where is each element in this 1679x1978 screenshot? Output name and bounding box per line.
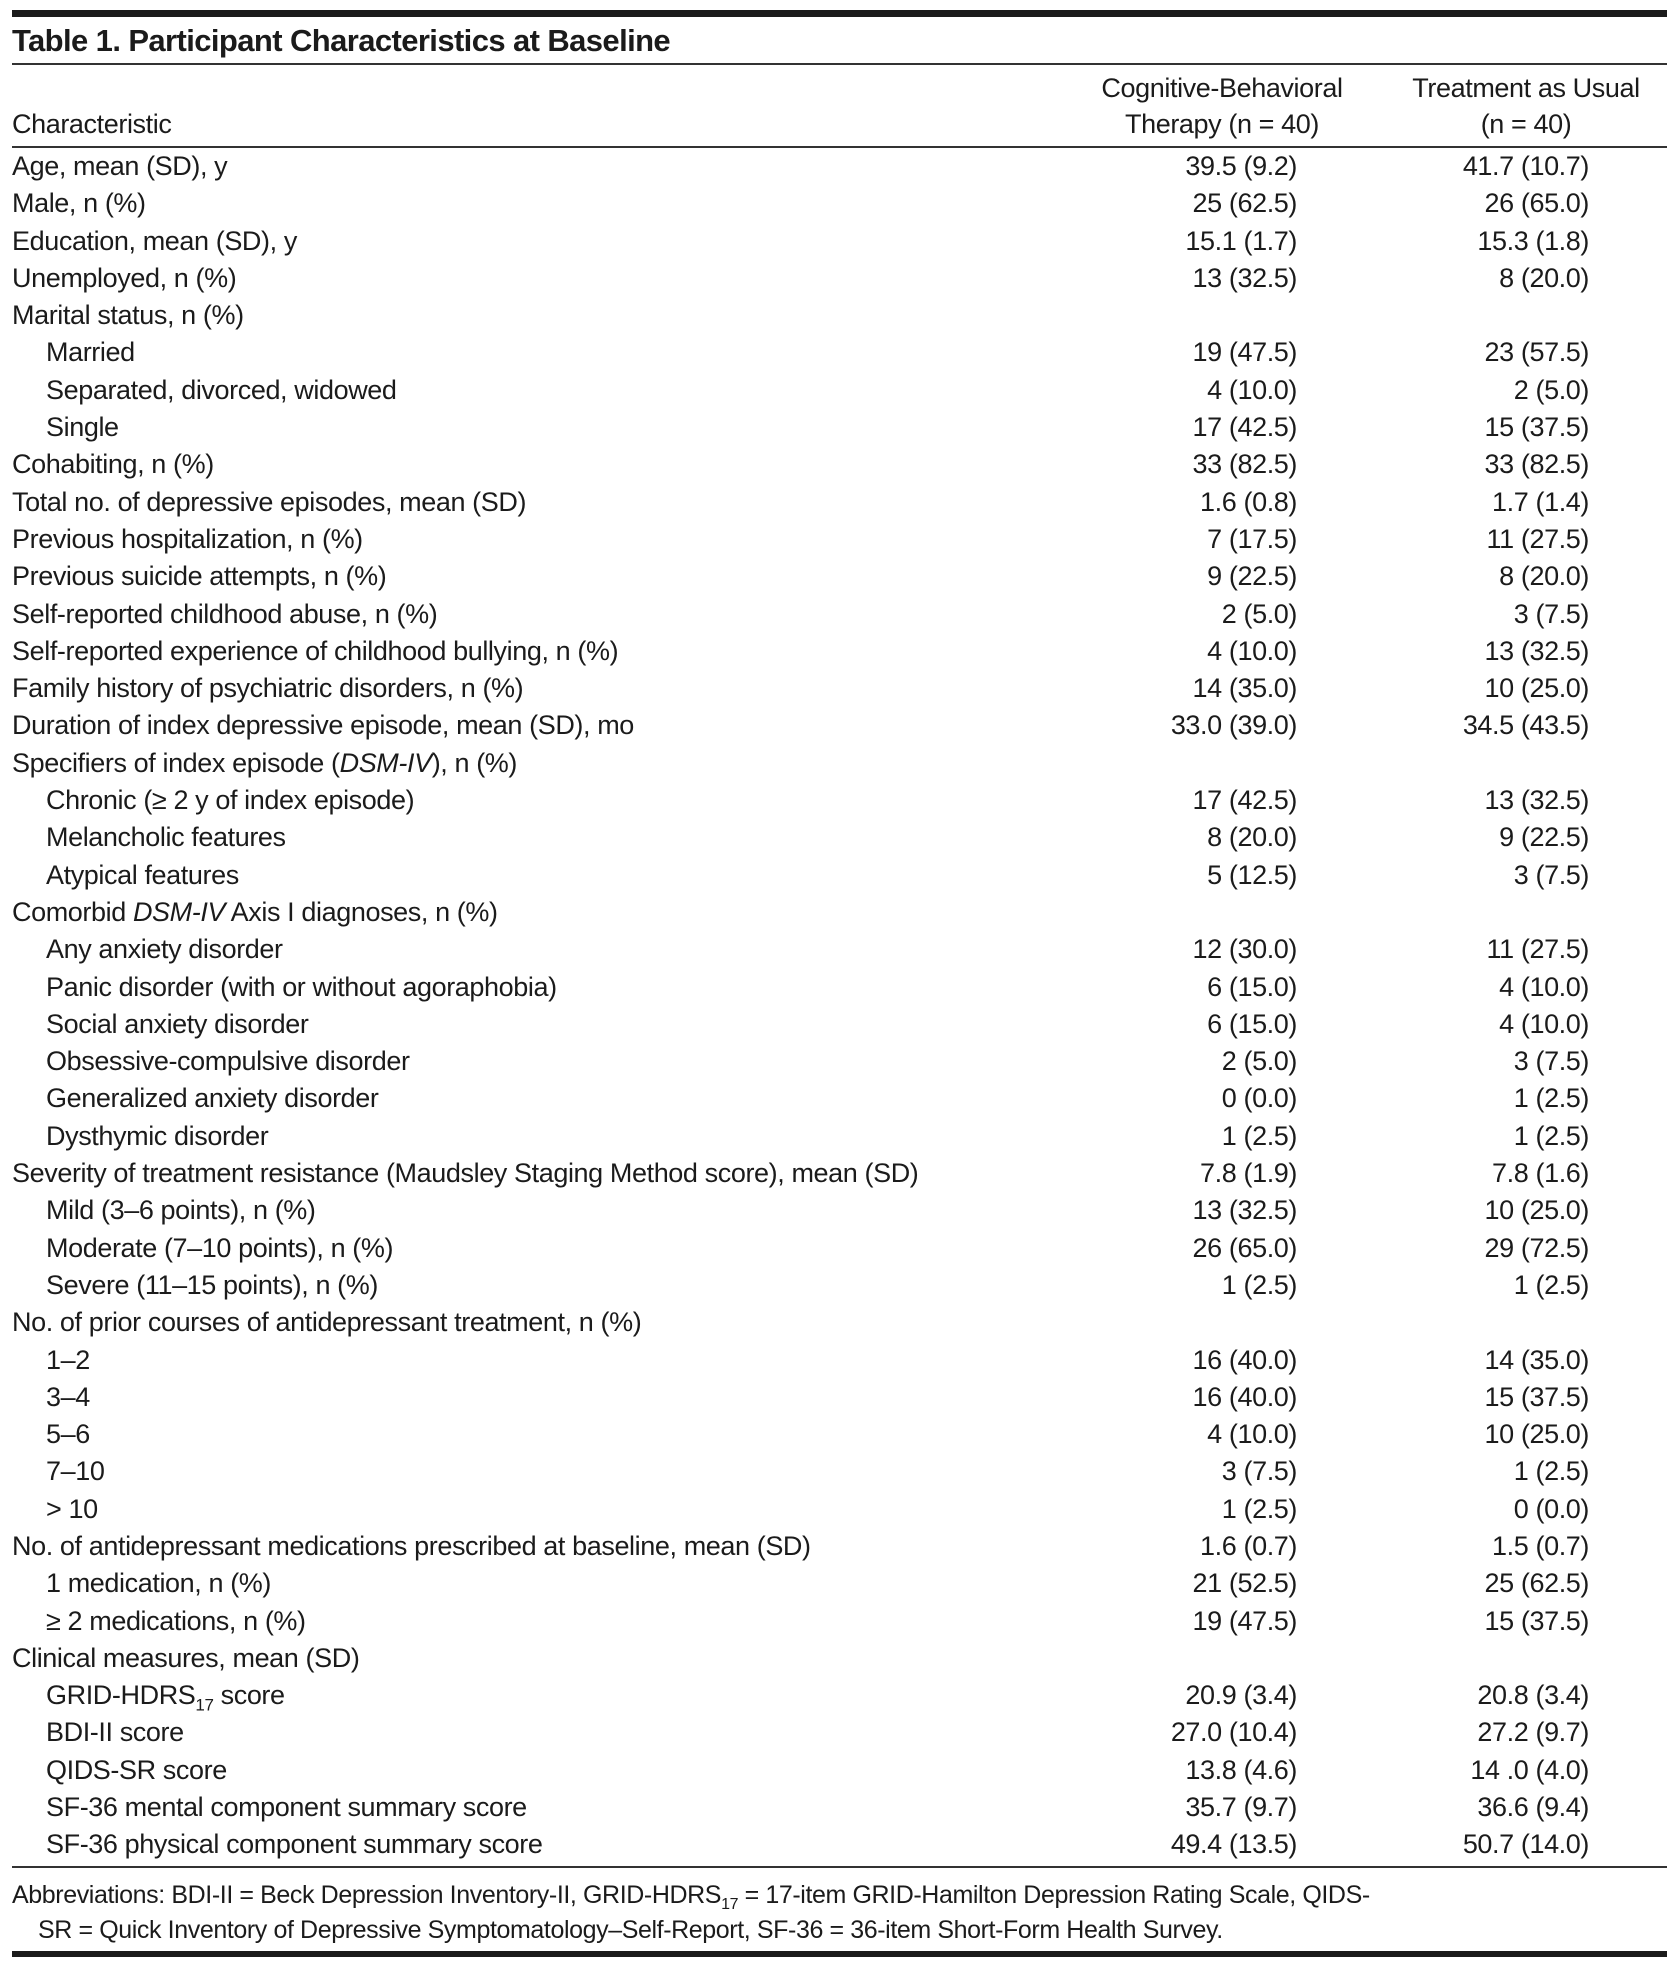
- row-label-text: Duration of index depressive episode, mean (SD), mo: [12, 710, 634, 741]
- row-label-text: 7–10: [46, 1456, 105, 1487]
- footnote-text: = 17-item GRID-Hamilton Depression Rating Scale, QIDS-: [738, 1881, 1370, 1909]
- tau-value: 26 (65.0): [1484, 188, 1589, 219]
- table-row: [12, 1304, 1652, 1341]
- row-label: [46, 1714, 184, 1751]
- row-label-text: No. of antidepressant medications prescribed at baseline, mean (SD): [12, 1530, 811, 1561]
- row-label: [12, 745, 517, 782]
- row-label-text: Marital status, n (%): [12, 300, 244, 331]
- tau-value: 23 (57.5): [1484, 337, 1589, 368]
- row-label: [46, 1752, 227, 1789]
- table-row: [12, 670, 1652, 707]
- row-label: [12, 446, 214, 483]
- row-label-text: Specifiers of index episode (: [12, 747, 340, 778]
- table-row: [12, 1043, 1652, 1080]
- row-label: [12, 633, 618, 670]
- tau-value: 10 (25.0): [1484, 1419, 1589, 1450]
- footnote-line2: SR = Quick Inventory of Depressive Symptomatology–Self-Report, SF-36 = 36-item Short-Form Health Survey.: [38, 1916, 1223, 1944]
- row-label: [12, 223, 297, 260]
- tau-value: 13 (32.5): [1484, 785, 1589, 816]
- row-label: [46, 1080, 378, 1117]
- tau-value: 33 (82.5): [1484, 449, 1589, 480]
- tau-value: 10 (25.0): [1484, 1195, 1589, 1226]
- cbt-value: 20.9 (3.4): [1185, 1680, 1297, 1711]
- tau-value: 1.5 (0.7): [1492, 1530, 1589, 1561]
- table-row: [12, 1528, 1652, 1565]
- table-row: [12, 707, 1652, 744]
- row-label: [46, 1006, 308, 1043]
- row-label-text: Generalized anxiety disorder: [46, 1083, 379, 1114]
- row-label-text: Severity of treatment resistance (Maudsley Staging Method score), mean (SD): [12, 1158, 919, 1189]
- row-label: [46, 782, 414, 819]
- footnote-subscript: 17: [721, 1896, 739, 1913]
- tau-value: 3 (7.5): [1513, 598, 1589, 629]
- row-label: [46, 1379, 90, 1416]
- row-label: [12, 297, 244, 334]
- tau-value: 1 (2.5): [1513, 1456, 1589, 1487]
- row-label: [12, 707, 634, 744]
- table-row: [12, 1118, 1652, 1155]
- cbt-value: 8 (20.0): [1207, 822, 1297, 853]
- row-label: [12, 1528, 811, 1565]
- tau-value: 1 (2.5): [1513, 1083, 1589, 1114]
- table-row: [12, 1267, 1652, 1304]
- tau-value: 3 (7.5): [1513, 1046, 1589, 1077]
- row-label: [12, 670, 523, 707]
- cbt-value: 35.7 (9.7): [1185, 1792, 1297, 1823]
- row-label: [46, 1565, 271, 1602]
- cbt-value: 1 (2.5): [1221, 1493, 1297, 1524]
- row-label-text: Atypical features: [46, 859, 239, 890]
- row-label-text: Social anxiety disorder: [46, 1008, 309, 1039]
- cbt-value: 17 (42.5): [1192, 412, 1297, 443]
- row-label-text: Married: [46, 337, 135, 368]
- row-label-text: 3–4: [46, 1381, 90, 1412]
- row-label: [46, 969, 557, 1006]
- cbt-value: 16 (40.0): [1192, 1381, 1297, 1412]
- cbt-value: 27.0 (10.4): [1170, 1717, 1297, 1748]
- row-label-text: Total no. of depressive episodes, mean (SD): [12, 486, 527, 517]
- table-row: [12, 1714, 1652, 1751]
- table-row: [12, 1826, 1652, 1863]
- tau-value: 15 (37.5): [1484, 1381, 1589, 1412]
- row-label-text: 1–2: [46, 1344, 90, 1375]
- row-label: [12, 148, 227, 185]
- tau-value: 14 .0 (4.0): [1470, 1754, 1589, 1785]
- row-label-text: Clinical measures, mean (SD): [12, 1642, 360, 1673]
- row-label-italic: DSM-IV: [339, 747, 432, 778]
- cbt-value: 13 (32.5): [1192, 1195, 1297, 1226]
- table-row: [12, 857, 1652, 894]
- table-row: [12, 894, 1652, 931]
- tau-value: 2 (5.0): [1513, 374, 1589, 405]
- row-label: [12, 521, 363, 558]
- table-row: [12, 484, 1652, 521]
- tau-value: 1 (2.5): [1513, 1269, 1589, 1300]
- row-label-text: Previous hospitalization, n (%): [12, 523, 363, 554]
- cbt-value: 21 (52.5): [1192, 1568, 1297, 1599]
- table-row: [12, 1192, 1652, 1229]
- cbt-value: 0 (0.0): [1221, 1083, 1297, 1114]
- row-label: [12, 596, 437, 633]
- row-label: [46, 857, 239, 894]
- cbt-value: 39.5 (9.2): [1185, 151, 1297, 181]
- row-label: [46, 1416, 90, 1453]
- tau-value: 20.8 (3.4): [1477, 1680, 1589, 1711]
- cbt-value: 9 (22.5): [1207, 561, 1297, 592]
- row-label: [12, 484, 526, 521]
- row-label-text: 1 medication, n (%): [46, 1568, 271, 1599]
- row-label-italic: DSM-IV: [132, 896, 226, 927]
- cbt-value: 13 (32.5): [1192, 262, 1297, 293]
- footnote: [12, 1878, 1652, 1948]
- tau-value: 36.6 (9.4): [1477, 1792, 1589, 1823]
- row-label-text: Chronic (≥ 2 y of index episode): [46, 785, 415, 816]
- row-label: [46, 1192, 316, 1229]
- row-label-text: score: [213, 1680, 285, 1711]
- table-row: [12, 1677, 1652, 1714]
- tau-value: 9 (22.5): [1499, 822, 1589, 853]
- cbt-value: 19 (47.5): [1192, 337, 1297, 368]
- tau-value: 4 (10.0): [1499, 971, 1589, 1002]
- tau-value: 0 (0.0): [1513, 1493, 1589, 1524]
- row-label-text: Axis I diagnoses, n (%): [225, 896, 498, 927]
- table-row: [12, 334, 1652, 371]
- table-row: [12, 409, 1652, 446]
- cbt-value: 6 (15.0): [1207, 1008, 1297, 1039]
- header-cbt-line2: Therapy (n = 40): [1125, 109, 1319, 139]
- cbt-value: 14 (35.0): [1192, 673, 1297, 704]
- header-tau: [1402, 70, 1650, 142]
- cbt-value: 25 (62.5): [1192, 188, 1297, 219]
- cbt-value: 16 (40.0): [1192, 1344, 1297, 1375]
- row-label: [12, 1155, 918, 1192]
- table-row: [12, 185, 1652, 222]
- row-label-text: 5–6: [46, 1419, 90, 1450]
- cbt-value: 13.8 (4.6): [1185, 1754, 1297, 1785]
- table-row: [12, 372, 1652, 409]
- row-label: [46, 931, 283, 968]
- tau-value: 13 (32.5): [1484, 635, 1589, 666]
- row-label: [46, 409, 119, 446]
- cbt-value: 26 (65.0): [1192, 1232, 1297, 1263]
- cbt-value: 5 (12.5): [1207, 859, 1297, 890]
- cbt-value: 2 (5.0): [1221, 598, 1297, 629]
- table-row: [12, 1379, 1652, 1416]
- footnote-line1: [12, 1878, 1652, 1913]
- row-label: [46, 1789, 527, 1826]
- row-label-text: Self-reported childhood abuse, n (%): [12, 598, 438, 629]
- row-label: [46, 1267, 378, 1304]
- table-body: [12, 148, 1652, 1864]
- row-label: [46, 1453, 104, 1490]
- row-label: [46, 1826, 543, 1863]
- row-label-text: Self-reported experience of childhood bullying, n (%): [12, 635, 619, 666]
- row-label: [12, 185, 146, 222]
- table-row: [12, 969, 1652, 1006]
- table-row: [12, 1789, 1652, 1826]
- row-label: [12, 1640, 359, 1677]
- header-cbt-line1: Cognitive-Behavioral: [1101, 73, 1343, 103]
- table-row: [12, 1491, 1652, 1528]
- cbt-value: 7 (17.5): [1207, 523, 1297, 554]
- top-bar: [12, 10, 1667, 17]
- table-row: [12, 1416, 1652, 1453]
- tau-value: 29 (72.5): [1484, 1232, 1589, 1263]
- row-label-text: Obsessive-compulsive disorder: [46, 1046, 410, 1077]
- tau-value: 25 (62.5): [1484, 1568, 1589, 1599]
- row-label-text: QIDS-SR score: [46, 1754, 227, 1785]
- tau-value: 4 (10.0): [1499, 1008, 1589, 1039]
- cbt-value: 4 (10.0): [1207, 635, 1297, 666]
- table-row: [12, 596, 1652, 633]
- row-label-text: BDI-II score: [46, 1717, 184, 1748]
- tau-value: 3 (7.5): [1513, 859, 1589, 890]
- row-label-text: Severe (11–15 points), n (%): [46, 1269, 378, 1300]
- row-label-subscript: 17: [195, 1695, 214, 1715]
- tau-value: 14 (35.0): [1484, 1344, 1589, 1375]
- cbt-value: 33.0 (39.0): [1170, 710, 1297, 741]
- table-row: [12, 446, 1652, 483]
- table-row: [12, 148, 1652, 185]
- table-row: [12, 1155, 1652, 1192]
- tau-value: 41.7 (10.7): [1462, 151, 1589, 181]
- row-label: [46, 334, 135, 371]
- row-label: [46, 1230, 393, 1267]
- table-row: [12, 521, 1652, 558]
- cbt-value: 17 (42.5): [1192, 785, 1297, 816]
- tau-value: 34.5 (43.5): [1462, 710, 1589, 741]
- row-label: [12, 894, 498, 931]
- title-rule: [12, 63, 1667, 65]
- cbt-value: 6 (15.0): [1207, 971, 1297, 1002]
- tau-value: 15 (37.5): [1484, 412, 1589, 443]
- table-row: [12, 558, 1652, 595]
- table-row: [12, 1752, 1652, 1789]
- tau-value: 7.8 (1.6): [1492, 1158, 1589, 1189]
- table-row: [12, 745, 1652, 782]
- row-label-text: Moderate (7–10 points), n (%): [46, 1232, 394, 1263]
- row-label-text: Age, mean (SD), y: [12, 151, 228, 181]
- tau-value: 15.3 (1.8): [1477, 225, 1589, 256]
- row-label-text: > 10: [46, 1493, 98, 1524]
- tau-value: 10 (25.0): [1484, 673, 1589, 704]
- cbt-value: 1 (2.5): [1221, 1269, 1297, 1300]
- row-label: [46, 1043, 410, 1080]
- tau-value: 27.2 (9.7): [1477, 1717, 1589, 1748]
- cbt-value: 7.8 (1.9): [1200, 1158, 1297, 1189]
- header-characteristic: Characteristic: [12, 109, 172, 139]
- table-row: [12, 931, 1652, 968]
- cbt-value: 15.1 (1.7): [1185, 225, 1297, 256]
- header-cbt: [1042, 70, 1402, 142]
- cbt-value: 33 (82.5): [1192, 449, 1297, 480]
- row-label-text: SF-36 mental component summary score: [46, 1792, 527, 1823]
- header-tau-line1: Treatment as Usual: [1412, 73, 1640, 103]
- row-label-text: Comorbid: [12, 896, 133, 927]
- row-label: [46, 372, 397, 409]
- row-label-text: Separated, divorced, widowed: [46, 374, 397, 405]
- row-label: [46, 1603, 306, 1640]
- row-label-text: Previous suicide attempts, n (%): [12, 561, 387, 592]
- table-row: [12, 1565, 1652, 1602]
- row-label: [12, 1304, 641, 1341]
- table-row: [12, 1080, 1652, 1117]
- cbt-value: 1 (2.5): [1221, 1120, 1297, 1151]
- row-label: [12, 558, 386, 595]
- cbt-value: 1.6 (0.8): [1200, 486, 1297, 517]
- row-label-text: SF-36 physical component summary score: [46, 1829, 543, 1860]
- row-label-text: Dysthymic disorder: [46, 1120, 269, 1151]
- cbt-value: 19 (47.5): [1192, 1605, 1297, 1636]
- cbt-value: 1.6 (0.7): [1200, 1530, 1297, 1561]
- row-label-text: ), n (%): [431, 747, 518, 778]
- row-label-text: Male, n (%): [12, 188, 146, 219]
- row-label-text: Unemployed, n (%): [12, 262, 237, 293]
- table-row: [12, 260, 1652, 297]
- row-label-text: Family history of psychiatric disorders, n (%): [12, 673, 524, 704]
- table-row: [12, 633, 1652, 670]
- row-label-text: Education, mean (SD), y: [12, 225, 297, 256]
- table-title: Table 1. Participant Characteristics at Baseline: [12, 23, 671, 58]
- tau-value: 8 (20.0): [1499, 262, 1589, 293]
- table-row: [12, 1230, 1652, 1267]
- row-label-text: Mild (3–6 points), n (%): [46, 1195, 316, 1226]
- row-label-text: Any anxiety disorder: [46, 934, 283, 965]
- row-label: [46, 1677, 285, 1714]
- table-row: [12, 297, 1652, 334]
- table-row: [12, 223, 1652, 260]
- table-row: [12, 1453, 1652, 1490]
- cbt-value: 49.4 (13.5): [1170, 1829, 1297, 1860]
- bottom-bar: [12, 1951, 1667, 1957]
- row-label-text: GRID-HDRS: [46, 1680, 196, 1711]
- cbt-value: 12 (30.0): [1192, 934, 1297, 965]
- tau-value: 11 (27.5): [1486, 523, 1589, 554]
- row-label: [12, 260, 236, 297]
- row-label-text: Single: [46, 412, 119, 443]
- table-row: [12, 1603, 1652, 1640]
- row-label-text: Panic disorder (with or without agoraphobia): [46, 971, 557, 1002]
- table-row: [12, 1640, 1652, 1677]
- cbt-value: 4 (10.0): [1207, 374, 1297, 405]
- row-label-text: Melancholic features: [46, 822, 286, 853]
- footnote-text: Abbreviations: BDI-II = Beck Depression Inventory-II, GRID-HDRS: [12, 1881, 722, 1909]
- cbt-value: 4 (10.0): [1207, 1419, 1297, 1450]
- table-row: [12, 1342, 1652, 1379]
- row-label: [46, 1491, 98, 1528]
- cbt-value: 2 (5.0): [1221, 1046, 1297, 1077]
- tau-value: 1.7 (1.4): [1492, 486, 1589, 517]
- header-tau-line2: (n = 40): [1480, 109, 1572, 139]
- row-label: [46, 1342, 90, 1379]
- tau-value: 8 (20.0): [1499, 561, 1589, 592]
- tau-value: 11 (27.5): [1486, 934, 1589, 965]
- row-label: [46, 1118, 268, 1155]
- row-label-text: ≥ 2 medications, n (%): [46, 1605, 306, 1636]
- row-label-text: Cohabiting, n (%): [12, 449, 214, 480]
- table-row: [12, 782, 1652, 819]
- row-label-text: No. of prior courses of antidepressant treatment, n (%): [12, 1307, 642, 1338]
- table-row: [12, 1006, 1652, 1043]
- tau-value: 15 (37.5): [1484, 1605, 1589, 1636]
- tau-value: 50.7 (14.0): [1462, 1829, 1589, 1860]
- cbt-value: 3 (7.5): [1221, 1456, 1297, 1487]
- table-row: [12, 819, 1652, 856]
- bottom-rule: [12, 1866, 1667, 1868]
- tau-value: 1 (2.5): [1513, 1120, 1589, 1151]
- row-label: [46, 819, 286, 856]
